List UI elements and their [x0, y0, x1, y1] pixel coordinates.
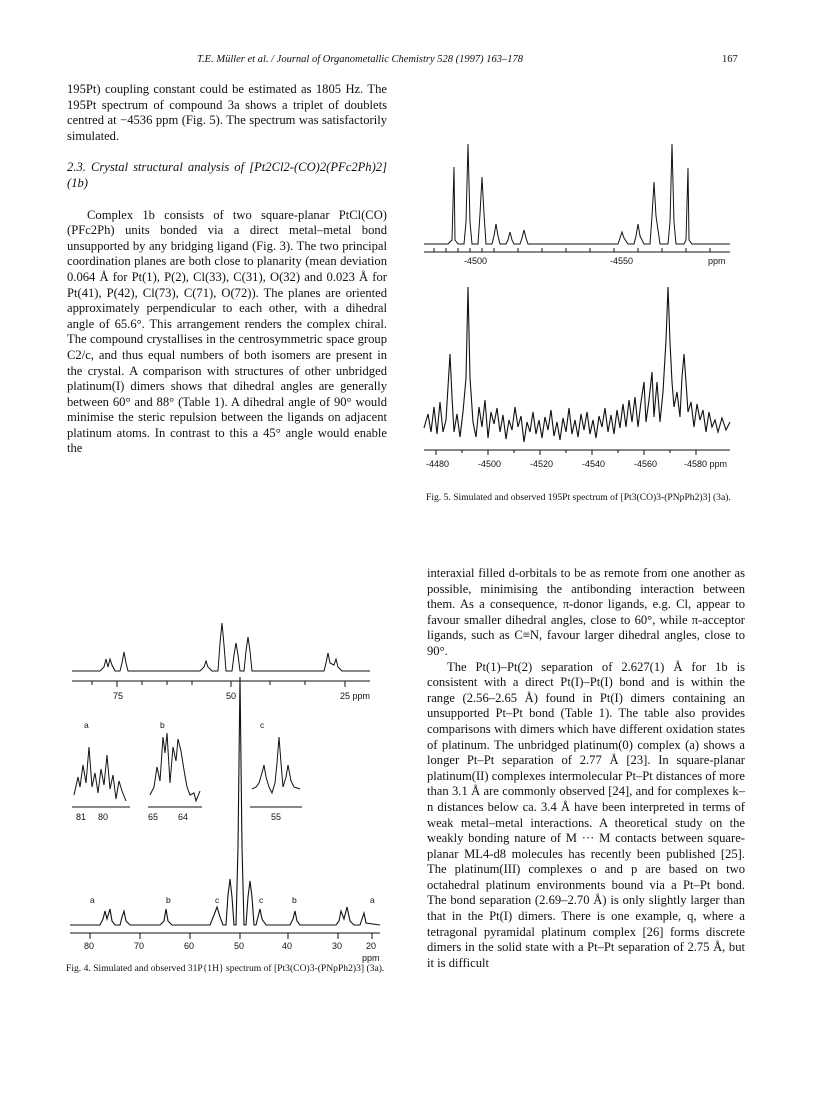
- inset-tick-81: 81: [76, 812, 87, 822]
- peak-label-c-2: c: [259, 895, 264, 905]
- fig4-simulated-trace: [72, 623, 370, 671]
- fig4-bottom-tick-20: 20: [366, 941, 377, 951]
- fig4-bottom-tick-80: 80: [84, 941, 95, 951]
- inset-axes: [72, 807, 302, 822]
- inset-b-trace: [150, 733, 200, 801]
- figure-5-top-axis: [424, 248, 730, 266]
- fig5-bottom-tick-2: -4500: [478, 459, 502, 469]
- figure-4-caption: Fig. 4. Simulated and observed 31P{1H} spectrum of [Pt3(CO)3-(PNpPh2)3] (3a).: [66, 963, 385, 974]
- inset-a-trace: [74, 747, 126, 801]
- figure-4-bottom-axis: [70, 933, 380, 963]
- figure-5-bottom-axis: [424, 450, 730, 469]
- fig4-bottom-tick-60: 60: [184, 941, 195, 951]
- peak-label-b-2: b: [292, 895, 297, 905]
- inset-tick-65: 65: [148, 812, 159, 822]
- section-heading: 2.3. Crystal structural analysis of [Pt2Cl2-(CO)2(PFc2Ph)2] (1b): [67, 160, 387, 190]
- fig5-bottom-tick-5: -4560: [634, 459, 658, 469]
- right-para-1: interaxial filled d-orbitals to be as remote from one another as possible, minimising the antibonding interaction between them. As a consequence, π-donor ligands, e.g. Cl, appear to favour smaller dihedral angles, close to 60°, while π-acceptor ligands, such as C≡N, favour larger dihedral angles, close to 90°.: [427, 566, 745, 658]
- inset-tick-80: 80: [98, 812, 109, 822]
- peak-label-b-1: b: [166, 895, 171, 905]
- figure-4-spectrum: [60, 525, 400, 965]
- fig4-top-tick-25: 25 ppm: [340, 691, 371, 701]
- fig4-bottom-tick-50: 50: [234, 941, 245, 951]
- fig4-top-tick-50: 50: [226, 691, 237, 701]
- peak-label-c-1: c: [215, 895, 220, 905]
- inset-tick-55: 55: [271, 812, 282, 822]
- right-column: [427, 566, 745, 971]
- figure-5-caption: Fig. 5. Simulated and observed 195Pt spectrum of [Pt3(CO)3-(PNpPh2)3] (3a).: [426, 492, 731, 503]
- simulated-spectrum-trace: [424, 144, 730, 244]
- inset-label-a: a: [84, 720, 89, 730]
- fig5-top-tick-3: ppm: [708, 256, 726, 266]
- peak-label-a-2: a: [370, 895, 375, 905]
- left-column: [67, 82, 387, 457]
- figure-5-spectrum: [418, 82, 748, 502]
- left-para-1: 195Pt) coupling constant could be estimated as 1805 Hz. The 195Pt spectrum of compound 3a shows a triplet of doublets centred at −4536 ppm (Fig. 5). The spectrum was satisfactorily simulated.: [67, 82, 387, 143]
- peak-label-a-1: a: [90, 895, 95, 905]
- fig5-top-tick-2: -4550: [610, 256, 634, 266]
- fig4-top-tick-75: 75: [113, 691, 124, 701]
- inset-c-trace: [252, 737, 300, 793]
- fig5-top-tick-1: -4500: [464, 256, 488, 266]
- fig5-bottom-tick-6: -4580 ppm: [684, 459, 728, 469]
- fig4-bottom-tick-30: 30: [332, 941, 343, 951]
- inset-label-b: b: [160, 720, 165, 730]
- fig5-bottom-tick-3: -4520: [530, 459, 554, 469]
- figure-5: [418, 82, 748, 522]
- running-header: [0, 54, 816, 74]
- fig4-bottom-tick-70: 70: [134, 941, 145, 951]
- journal-citation: T.E. Müller et al. / Journal of Organometallic Chemistry 528 (1997) 163–178: [196, 54, 524, 65]
- inset-tick-64: 64: [178, 812, 189, 822]
- fig5-bottom-tick-1: -4480: [426, 459, 450, 469]
- fig4-bottom-unit: ppm: [362, 953, 380, 963]
- fig4-observed-trace: [70, 677, 380, 925]
- figure-4: [60, 525, 400, 1055]
- fig4-bottom-tick-40: 40: [282, 941, 293, 951]
- right-para-2: The Pt(1)–Pt(2) separation of 2.627(1) Å for 1b is consistent with a direct Pt(I)–Pt(I) bond and is within the range (2.56–2.65 Å) found in Pt(I) dimers containing an unsupported Pt–Pt bond (Table 1). The table also provides comparisons with dimers which have different oxidation states of platinum. The unbridged platinum(0) complex (a) shows a longer Pt–Pt separation of 2.77 Å [23]. In square-planar platinum(II) complexes intermolecular Pt–Pt distances of more than 3.1 Å are commonly observed [24], and for complexes k–n distances below ca. 3.4 Å have been interpreted in terms of weak metal–metal interactions. A theoretical study on the weakly bonding nature of M ··· M contacts between square-planar ML4-d8 molecules has recently been published [25]. The platinum(III) complexes o and p are based on two octahedral platinum environments bound via a Pt–Pt bond. The bond separation (2.69–2.70 Å) is only slightly larger than that in the Pt(I) dimers. There is one example, q, where a tetragonal pyramidal platinum complex [26] forms discrete dimers in the solid state with a Pt–Pt separation of 2.75 Å, but it is difficult: [427, 659, 745, 970]
- figure-4-top-axis: [72, 681, 370, 701]
- observed-spectrum-trace: [424, 287, 730, 442]
- page-number: 167: [722, 54, 738, 65]
- inset-label-c: c: [260, 720, 265, 730]
- fig5-bottom-tick-4: -4540: [582, 459, 606, 469]
- left-para-2: Complex 1b consists of two square-planar PtCl(CO)(PFc2Ph) units bonded via a direct metal–metal bond unsupported by any bridging ligand (Fig. 3). The two principal coordination planes are both close to planarity (mean deviation 0.064 Å for Pt(1), P(2), Cl(33), C(31), O(32) and 0.023 Å for Pt(41), P(42), Cl(73), C(71), O(72)). The planes are oriented approximately perpendicular to each other, with a dihedral angle of 65.6°. This arrangement renders the complex chiral. The compound crystallises in the centrosymmetric space group C2/c, and thus equal numbers of both isomers are present in the crystal. A comparison with structures of other unbridged platinum(I) dimers shows that dihedral angles are generally between 60° and 88° (Table 1). A dihedral angle of 90° would minimise the steric repulsion between the ligands on adjacent platinum atoms. In contrast to this a 45° angle would enable the: [67, 207, 387, 456]
